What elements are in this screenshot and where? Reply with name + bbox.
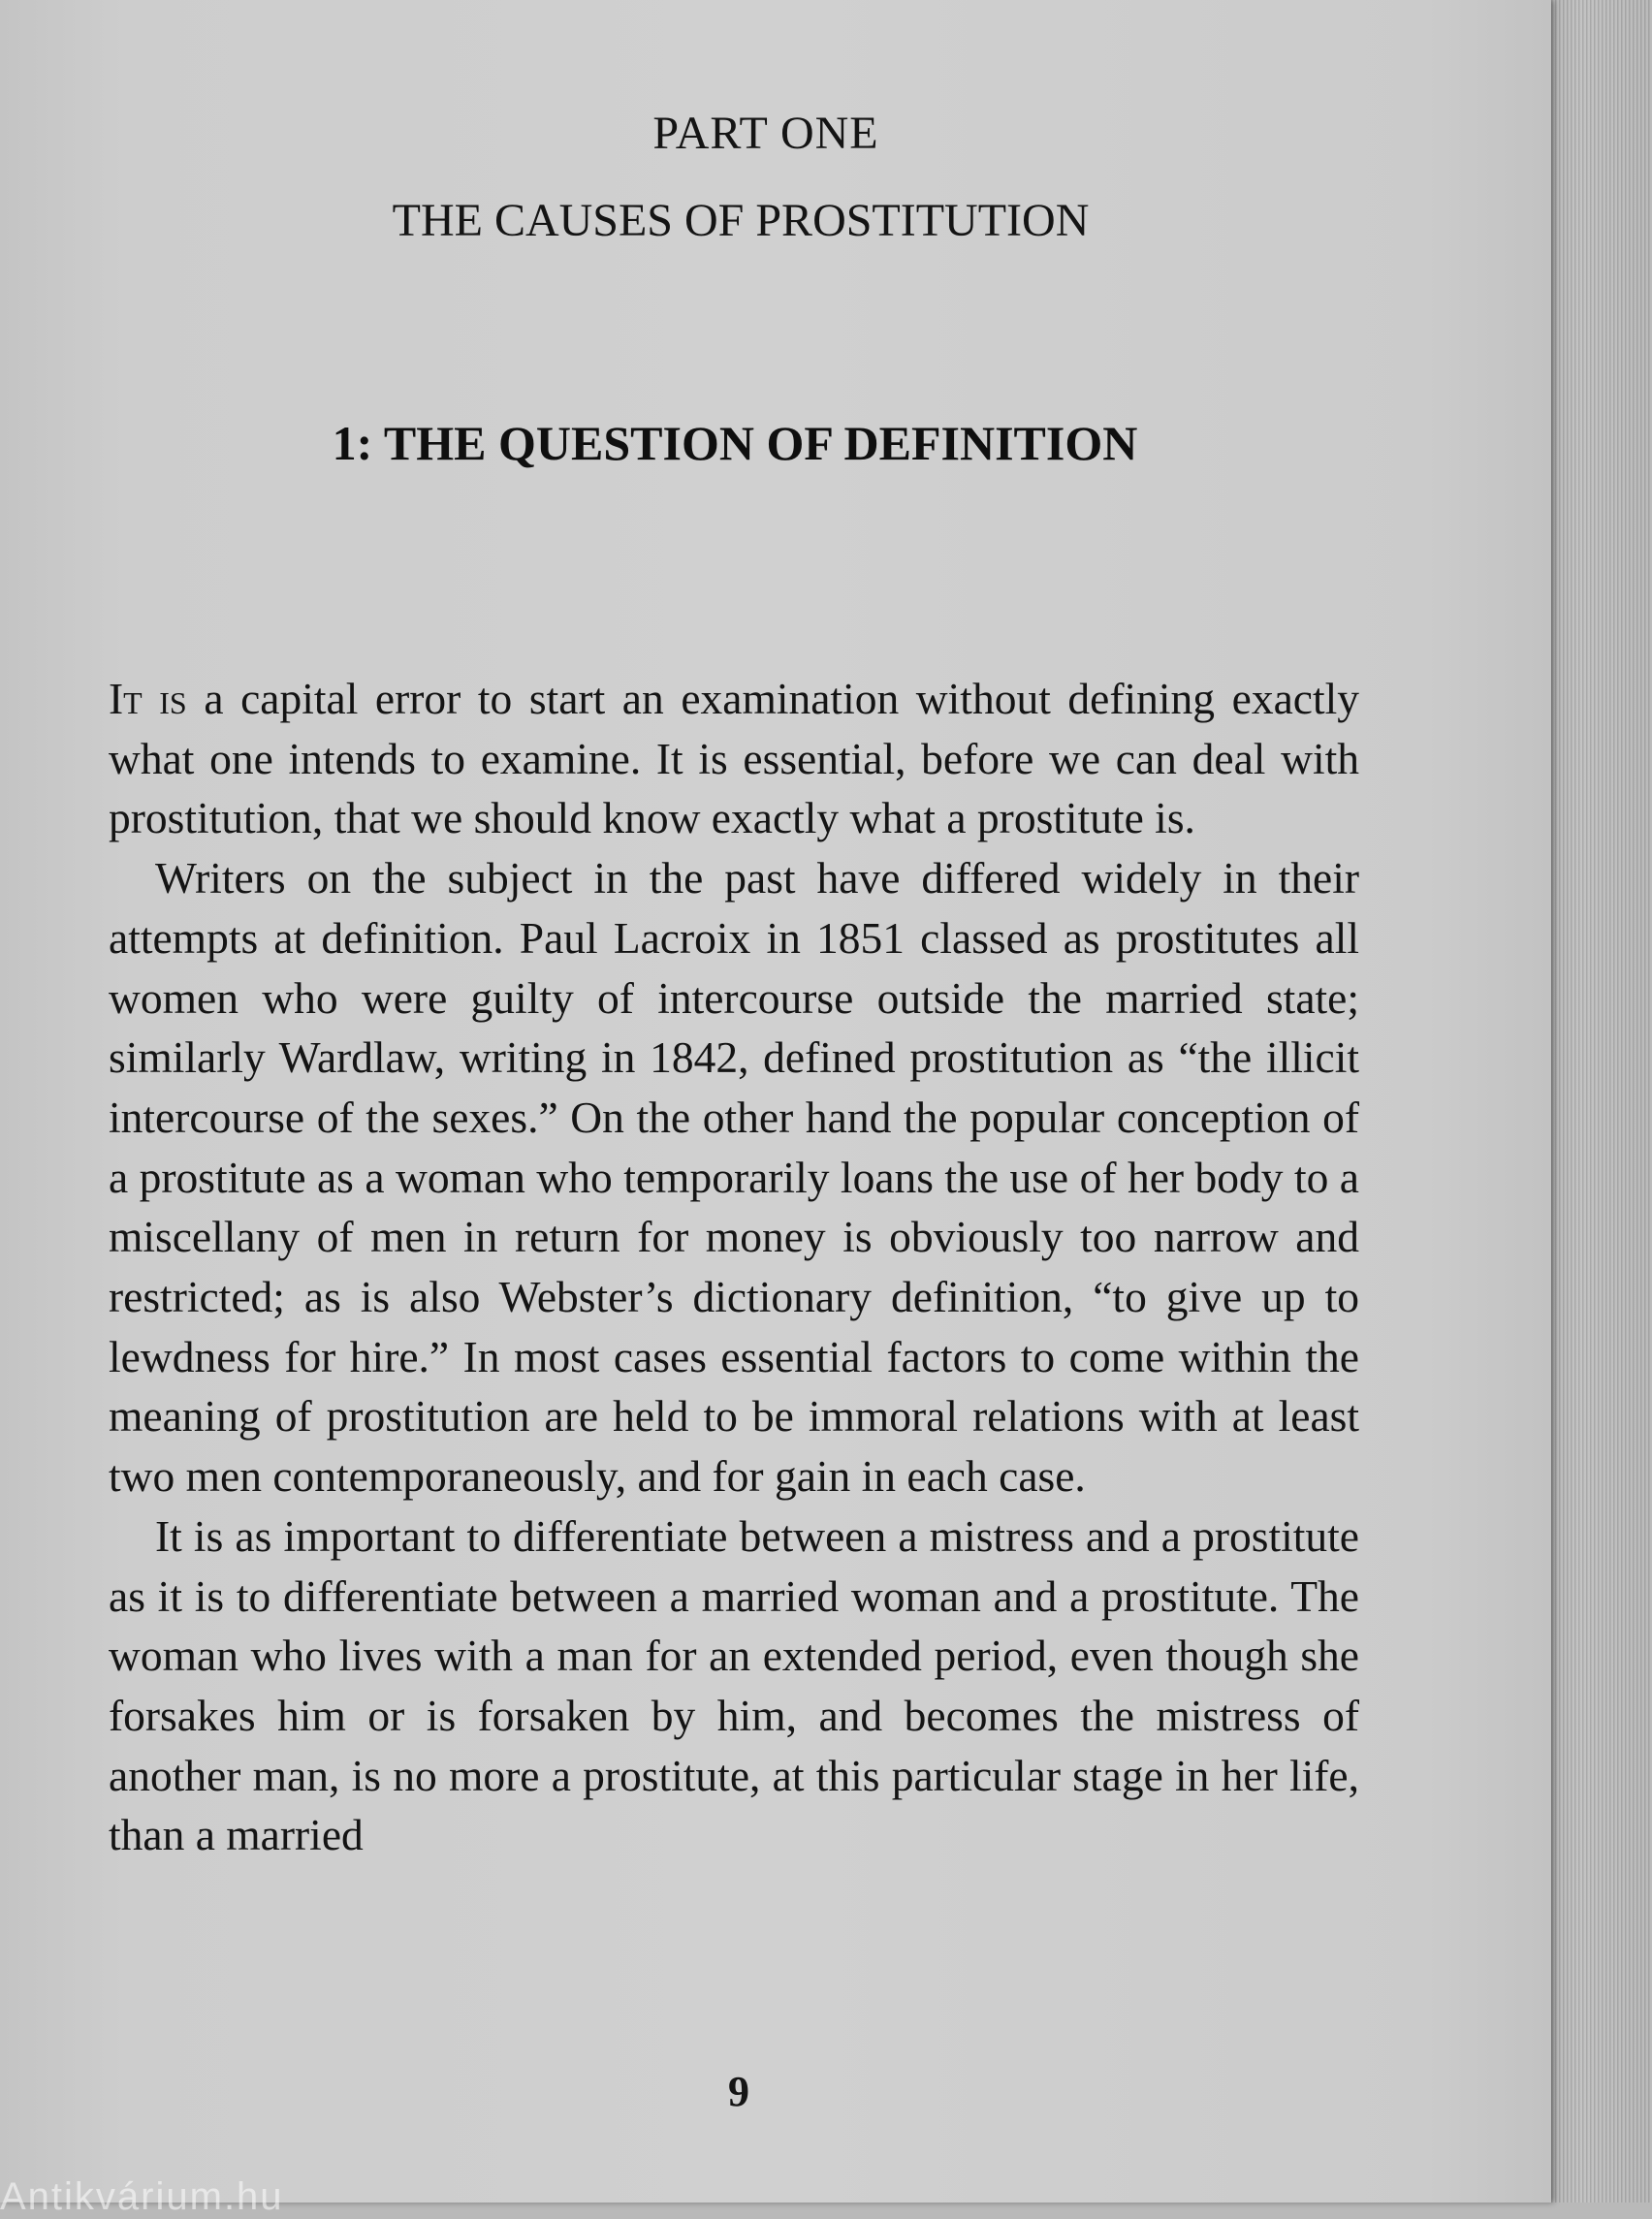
part-title: THE CAUSES OF PROSTITUTION — [392, 195, 1090, 246]
paragraph-3: It is as important to differentiate between a mistress and a prostitute as it is to differentiate between a married woman and a prostitute. The woman who lives with a man for an extended period, even though she forsakes him or is forsaken by him, and becomes the mistress of another man, is no more a prostitute, at this particular stage in her life, than a married — [109, 1510, 1359, 1860]
paragraph-1 — [109, 669, 1359, 848]
paragraph-1-text: a capital error to start an examination without defining exactly what one intends to examine. It is essential, before we can deal with prostitution, that we should know exactly what a prostitute is. — [109, 674, 1359, 843]
watermark: Antikvárium.hu — [0, 2175, 284, 2218]
part-heading: PART ONE — [652, 108, 879, 159]
body-text — [109, 669, 1359, 1865]
paragraph-2: Writers on the subject in the past have differed widely in their attempts at definition. Paul Lacroix in 1851 classed as prostitutes all women who were guilty of intercourse outside the married state; similarly Wardlaw, writing in 1842, defined prostitution as “the illicit intercourse of the sexes.” On the other hand the popular conception of a prostitute as a woman who temporarily loans the use of her body to a miscellany of men in return for money is obviously too narrow and restricted; as is also Webster’s dictionary definition, “to give up to lewdness for hire.” In most cases essential factors to come within the meaning of prostitution are held to be immoral relations with at least two men contemporaneously, and for gain in each case. — [109, 853, 1359, 1502]
paragraph-1-lead: It is — [109, 674, 187, 723]
page-number: 9 — [728, 2068, 749, 2115]
chapter-title: 1: THE QUESTION OF DEFINITION — [332, 416, 1138, 470]
